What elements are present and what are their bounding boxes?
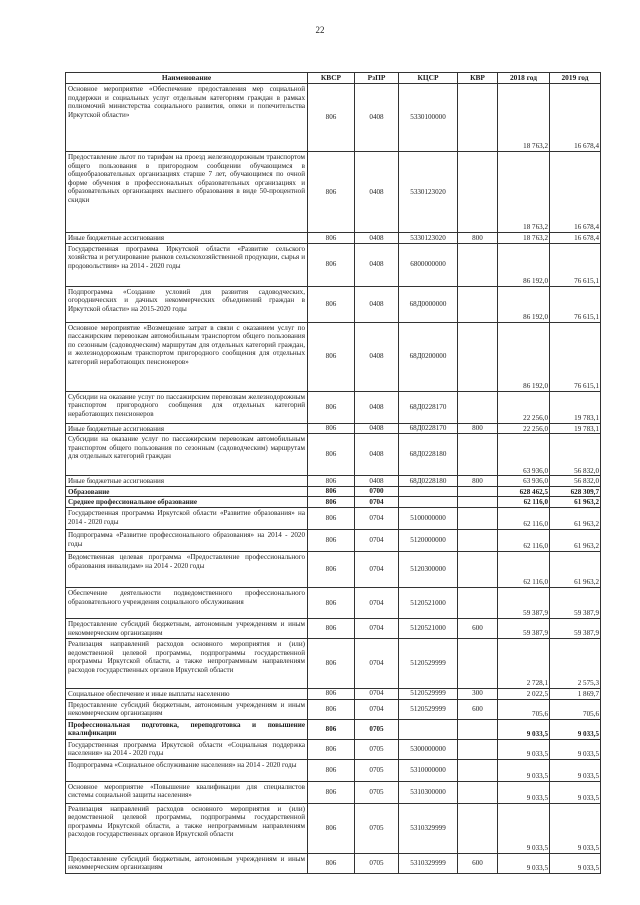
row-name: Ведомственная целевая программа «Предоставление профессионального образования инвалидам» на 2014 - 2020 годы xyxy=(66,551,308,587)
row-kvsr: 806 xyxy=(308,699,355,719)
row-rzpr: 0704 xyxy=(355,551,399,587)
row-kvr xyxy=(458,434,498,476)
row-name: Государственная программа Иркутской области «Социальная поддержка населения» на 2014 - 2020 годы xyxy=(66,739,308,759)
table-row xyxy=(66,803,601,853)
row-kvr xyxy=(458,84,498,152)
row-2018: 63 936,0 xyxy=(498,434,550,476)
row-kcsr: 5120300000 xyxy=(399,551,458,587)
row-rzpr: 0408 xyxy=(355,233,399,244)
row-name: Предоставление субсидий бюджетным, автономным учреждениям и иным некоммерческим организациям xyxy=(66,618,308,638)
row-2018: 9 033,5 xyxy=(498,739,550,759)
header-kvr: КВР xyxy=(458,73,498,84)
row-rzpr: 0705 xyxy=(355,803,399,853)
row-name: Иные бюджетные ассигнования xyxy=(66,476,308,487)
row-2019: 19 783,1 xyxy=(550,423,601,434)
row-name: Обеспечение деятельности подведомственного профессионального образовательного учреждения социального обслуживания xyxy=(66,587,308,618)
row-name: Субсидии на оказание услуг по пассажирским перевозкам железнодорожным транспортом пригородного сообщения для отдельных категорий неработающих пенсионеров xyxy=(66,391,308,423)
row-2018: 62 116,0 xyxy=(498,551,550,587)
row-kcsr: 68Д0228170 xyxy=(399,423,458,434)
row-2018: 59 387,9 xyxy=(498,618,550,638)
row-name: Профессиональная подготовка, переподготовка и повышение квалификации xyxy=(66,719,308,739)
row-2019: 76 615,1 xyxy=(550,322,601,391)
header-rzpr: РзПР xyxy=(355,73,399,84)
row-rzpr: 0700 xyxy=(355,486,399,497)
row-rzpr: 0704 xyxy=(355,618,399,638)
row-2019: 9 033,5 xyxy=(550,759,601,781)
row-name: Подпрограмма «Развитие профессионального образования» на 2014 - 2020 годы xyxy=(66,529,308,551)
row-2018: 63 936,0 xyxy=(498,476,550,487)
row-rzpr: 0408 xyxy=(355,286,399,322)
row-kvr xyxy=(458,739,498,759)
row-name: Основное мероприятие «Возмещение затрат в связи с оказанием услуг по пассажирским перевозкам автомобильным транспортом общего пользования по сезонным (садоводческим) маршрутам для отдельных категорий граждан, и железнодорожным транспортом пригородного сообщения для отдельных категорий неработающих пенсионеров» xyxy=(66,322,308,391)
row-rzpr: 0408 xyxy=(355,476,399,487)
header-kvsr: КВСР xyxy=(308,73,355,84)
row-2018: 9 033,5 xyxy=(498,719,550,739)
row-kvsr: 806 xyxy=(308,638,355,688)
row-2019: 59 387,9 xyxy=(550,587,601,618)
row-kvsr: 806 xyxy=(308,803,355,853)
row-2019: 705,6 xyxy=(550,699,601,719)
row-rzpr: 0705 xyxy=(355,759,399,781)
row-rzpr: 0704 xyxy=(355,529,399,551)
row-rzpr: 0408 xyxy=(355,423,399,434)
row-2018: 18 763,2 xyxy=(498,152,550,233)
row-kcsr: 5330123020 xyxy=(399,233,458,244)
row-kcsr: 5310300000 xyxy=(399,781,458,803)
row-kvr xyxy=(458,759,498,781)
row-2019: 16 678,4 xyxy=(550,233,601,244)
row-kvr xyxy=(458,551,498,587)
row-rzpr: 0408 xyxy=(355,391,399,423)
row-kcsr: 5120000000 xyxy=(399,529,458,551)
row-name: Государственная программа Иркутской области «Развитие образования» на 2014 - 2020 годы xyxy=(66,507,308,529)
row-kcsr: 5120521000 xyxy=(399,587,458,618)
row-name: Основное мероприятие «Обеспечение предоставления мер социальной поддержки и социальных услуг отдельным категориям граждан в рамках полномочий министерства социального развития, опеки и попечительства Иркутской области» xyxy=(66,84,308,152)
row-kvsr: 806 xyxy=(308,486,355,497)
table-row xyxy=(66,529,601,551)
header-2018: 2018 год xyxy=(498,73,550,84)
table-row xyxy=(66,243,601,286)
row-rzpr: 0704 xyxy=(355,497,399,508)
row-name: Образование xyxy=(66,486,308,497)
row-kvsr: 806 xyxy=(308,719,355,739)
row-rzpr: 0408 xyxy=(355,152,399,233)
row-kcsr: 5120521000 xyxy=(399,618,458,638)
row-2018: 86 192,0 xyxy=(498,322,550,391)
row-kcsr: 68Д0228180 xyxy=(399,434,458,476)
row-kvr: 600 xyxy=(458,853,498,873)
row-2018: 59 387,9 xyxy=(498,587,550,618)
table-row xyxy=(66,286,601,322)
row-2018: 9 033,5 xyxy=(498,759,550,781)
row-rzpr: 0704 xyxy=(355,688,399,699)
row-2019: 9 033,5 xyxy=(550,719,601,739)
row-kvr xyxy=(458,781,498,803)
row-kvsr: 806 xyxy=(308,688,355,699)
row-kcsr xyxy=(399,486,458,497)
row-2018: 18 763,2 xyxy=(498,233,550,244)
page-number: 22 xyxy=(315,25,325,35)
row-kcsr: 5330123020 xyxy=(399,152,458,233)
row-name: Социальное обеспечение и иные выплаты населению xyxy=(66,688,308,699)
row-kcsr: 68Д0228170 xyxy=(399,391,458,423)
row-2019: 56 832,0 xyxy=(550,476,601,487)
row-name: Субсидии на оказание услуг по пассажирским перевозкам автомобильным транспортом общего пользования по сезонным (садоводческим) маршрутам для отдельных категорий граждан xyxy=(66,434,308,476)
row-2019: 9 033,5 xyxy=(550,781,601,803)
row-kcsr: 68Д0000000 xyxy=(399,286,458,322)
row-kvsr: 806 xyxy=(308,286,355,322)
row-name: Реализация направлений расходов основного мероприятия и (или) ведомственной целевой программы, подпрограммы государственной программы Иркутской области, а также непрограммным направлениям расходов государственных органов Иркутской области xyxy=(66,638,308,688)
row-kvsr: 806 xyxy=(308,759,355,781)
row-2018: 22 256,0 xyxy=(498,391,550,423)
table-row xyxy=(66,551,601,587)
row-kvsr: 806 xyxy=(308,243,355,286)
table-row xyxy=(66,688,601,699)
row-2019: 76 615,1 xyxy=(550,286,601,322)
table-row xyxy=(66,476,601,487)
row-name: Подпрограмма «Социальное обслуживание населения» на 2014 - 2020 годы xyxy=(66,759,308,781)
row-name: Иные бюджетные ассигнования xyxy=(66,233,308,244)
row-kvsr: 806 xyxy=(308,781,355,803)
table-row xyxy=(66,719,601,739)
row-2019: 19 783,1 xyxy=(550,391,601,423)
row-kvr xyxy=(458,587,498,618)
table-row xyxy=(66,638,601,688)
row-kvsr: 806 xyxy=(308,152,355,233)
budget-table xyxy=(65,72,601,874)
row-rzpr: 0408 xyxy=(355,322,399,391)
row-rzpr: 0408 xyxy=(355,434,399,476)
row-kcsr: 5310329999 xyxy=(399,853,458,873)
row-2018: 2 022,5 xyxy=(498,688,550,699)
row-kvsr: 806 xyxy=(308,529,355,551)
row-kvr xyxy=(458,529,498,551)
table-row xyxy=(66,152,601,233)
row-name: Среднее профессиональное образование xyxy=(66,497,308,508)
table-row xyxy=(66,423,601,434)
row-kcsr: 5300000000 xyxy=(399,739,458,759)
table-row xyxy=(66,84,601,152)
row-kcsr: 5120529999 xyxy=(399,699,458,719)
row-2019: 61 963,2 xyxy=(550,507,601,529)
row-2018: 2 728,1 xyxy=(498,638,550,688)
row-kvr xyxy=(458,391,498,423)
row-rzpr: 0704 xyxy=(355,507,399,529)
row-name: Предоставление субсидий бюджетным, автономным учреждениям и иным некоммерческим организациям xyxy=(66,853,308,873)
row-kvsr: 806 xyxy=(308,423,355,434)
table-row xyxy=(66,507,601,529)
row-name: Иные бюджетные ассигнования xyxy=(66,423,308,434)
table-row xyxy=(66,233,601,244)
row-kvsr: 806 xyxy=(308,497,355,508)
row-kvsr: 806 xyxy=(308,391,355,423)
row-rzpr: 0704 xyxy=(355,587,399,618)
row-kcsr: 5310000000 xyxy=(399,759,458,781)
row-2019: 16 678,4 xyxy=(550,152,601,233)
row-2018: 9 033,5 xyxy=(498,781,550,803)
table-row xyxy=(66,853,601,873)
row-kcsr: 6800000000 xyxy=(399,243,458,286)
table-row xyxy=(66,434,601,476)
row-2019: 61 963,2 xyxy=(550,551,601,587)
row-kvsr: 806 xyxy=(308,587,355,618)
table-row xyxy=(66,739,601,759)
row-kvr: 300 xyxy=(458,688,498,699)
row-rzpr: 0705 xyxy=(355,853,399,873)
row-2018: 9 033,5 xyxy=(498,853,550,873)
header-kcsr: КЦСР xyxy=(399,73,458,84)
row-2019: 9 033,5 xyxy=(550,853,601,873)
row-kvsr: 806 xyxy=(308,434,355,476)
row-kvr: 600 xyxy=(458,699,498,719)
row-kvsr: 806 xyxy=(308,507,355,529)
row-2018: 628 462,5 xyxy=(498,486,550,497)
table-row xyxy=(66,497,601,508)
row-kvr xyxy=(458,497,498,508)
row-2018: 62 116,0 xyxy=(498,529,550,551)
row-kvr xyxy=(458,507,498,529)
row-kcsr: 5100000000 xyxy=(399,507,458,529)
row-rzpr: 0705 xyxy=(355,781,399,803)
table-row xyxy=(66,322,601,391)
row-name: Реализация направлений расходов основного мероприятия и (или) ведомственной целевой программы, подпрограммы государственной программы Иркутской области, а также непрограммным направлениям расходов государственных органов Иркутской области xyxy=(66,803,308,853)
row-kcsr: 68Д0228180 xyxy=(399,476,458,487)
row-2018: 18 763,2 xyxy=(498,84,550,152)
row-kcsr: 68Д0200000 xyxy=(399,322,458,391)
row-kvr: 600 xyxy=(458,618,498,638)
row-2018: 22 256,0 xyxy=(498,423,550,434)
row-2019: 59 387,9 xyxy=(550,618,601,638)
row-rzpr: 0705 xyxy=(355,739,399,759)
row-2018: 62 116,0 xyxy=(498,497,550,508)
row-name: Предоставление субсидий бюджетным, автономным учреждениям и иным некоммерческим организациям xyxy=(66,699,308,719)
row-kvsr: 806 xyxy=(308,322,355,391)
header-name: Наименование xyxy=(66,73,308,84)
table-row xyxy=(66,391,601,423)
row-rzpr: 0704 xyxy=(355,638,399,688)
row-kvr xyxy=(458,152,498,233)
row-name: Предоставление льгот по тарифам на проезд железнодорожным транспортом общего пользования в пригородном сообщении обучающимся в общеобразовательных организациях старше 7 лет, обучающимся по очной форме обучения в профессиональных образовательных организациях и образовательных организациях высшего образования в виде 50-процентной скидки xyxy=(66,152,308,233)
row-rzpr: 0705 xyxy=(355,719,399,739)
row-kvr xyxy=(458,322,498,391)
row-kvr xyxy=(458,803,498,853)
row-2019: 76 615,1 xyxy=(550,243,601,286)
row-rzpr: 0408 xyxy=(355,243,399,286)
table-header-row xyxy=(66,73,601,84)
row-kvr: 800 xyxy=(458,423,498,434)
row-2018: 86 192,0 xyxy=(498,243,550,286)
row-2019: 2 575,3 xyxy=(550,638,601,688)
row-2019: 16 678,4 xyxy=(550,84,601,152)
row-kvsr: 806 xyxy=(308,551,355,587)
row-2019: 1 869,7 xyxy=(550,688,601,699)
row-name: Основное мероприятие «Повышение квалификации для специалистов системы социальной защиты населения» xyxy=(66,781,308,803)
table-row xyxy=(66,759,601,781)
row-name: Государственная программа Иркутской области «Развитие сельского хозяйства и регулирование рынков сельскохозяйственной продукции, сырья и продовольствия» на 2014 - 2020 годы xyxy=(66,243,308,286)
row-2019: 56 832,0 xyxy=(550,434,601,476)
row-kcsr: 5330100000 xyxy=(399,84,458,152)
row-2018: 86 192,0 xyxy=(498,286,550,322)
row-kvr xyxy=(458,286,498,322)
table-row xyxy=(66,618,601,638)
row-2019: 9 033,5 xyxy=(550,739,601,759)
row-kcsr: 5120529999 xyxy=(399,688,458,699)
row-name: Подпрограмма «Создание условий для развития садоводческих, огороднических и дачных некоммерческих объединений граждан в Иркутской области» на 2015-2020 годы xyxy=(66,286,308,322)
row-rzpr: 0704 xyxy=(355,699,399,719)
row-2019: 61 963,2 xyxy=(550,529,601,551)
row-2019: 61 963,2 xyxy=(550,497,601,508)
row-kvsr: 806 xyxy=(308,476,355,487)
row-kvr xyxy=(458,243,498,286)
row-kcsr: 5310329999 xyxy=(399,803,458,853)
row-kvr xyxy=(458,486,498,497)
row-2018: 705,6 xyxy=(498,699,550,719)
row-kvsr: 806 xyxy=(308,233,355,244)
row-kvsr: 806 xyxy=(308,853,355,873)
row-2018: 9 033,5 xyxy=(498,803,550,853)
row-kcsr xyxy=(399,719,458,739)
row-kvsr: 806 xyxy=(308,739,355,759)
row-2019: 628 309,7 xyxy=(550,486,601,497)
table-row xyxy=(66,486,601,497)
row-kcsr xyxy=(399,497,458,508)
row-kvsr: 806 xyxy=(308,618,355,638)
row-kvr xyxy=(458,638,498,688)
row-2018: 62 116,0 xyxy=(498,507,550,529)
row-kvr: 800 xyxy=(458,233,498,244)
table-row xyxy=(66,587,601,618)
row-kcsr: 5120529999 xyxy=(399,638,458,688)
row-kvr xyxy=(458,719,498,739)
row-2019: 9 033,5 xyxy=(550,803,601,853)
header-2019: 2019 год xyxy=(550,73,601,84)
table-row xyxy=(66,781,601,803)
table-row xyxy=(66,699,601,719)
row-rzpr: 0408 xyxy=(355,84,399,152)
row-kvsr: 806 xyxy=(308,84,355,152)
row-kvr: 800 xyxy=(458,476,498,487)
